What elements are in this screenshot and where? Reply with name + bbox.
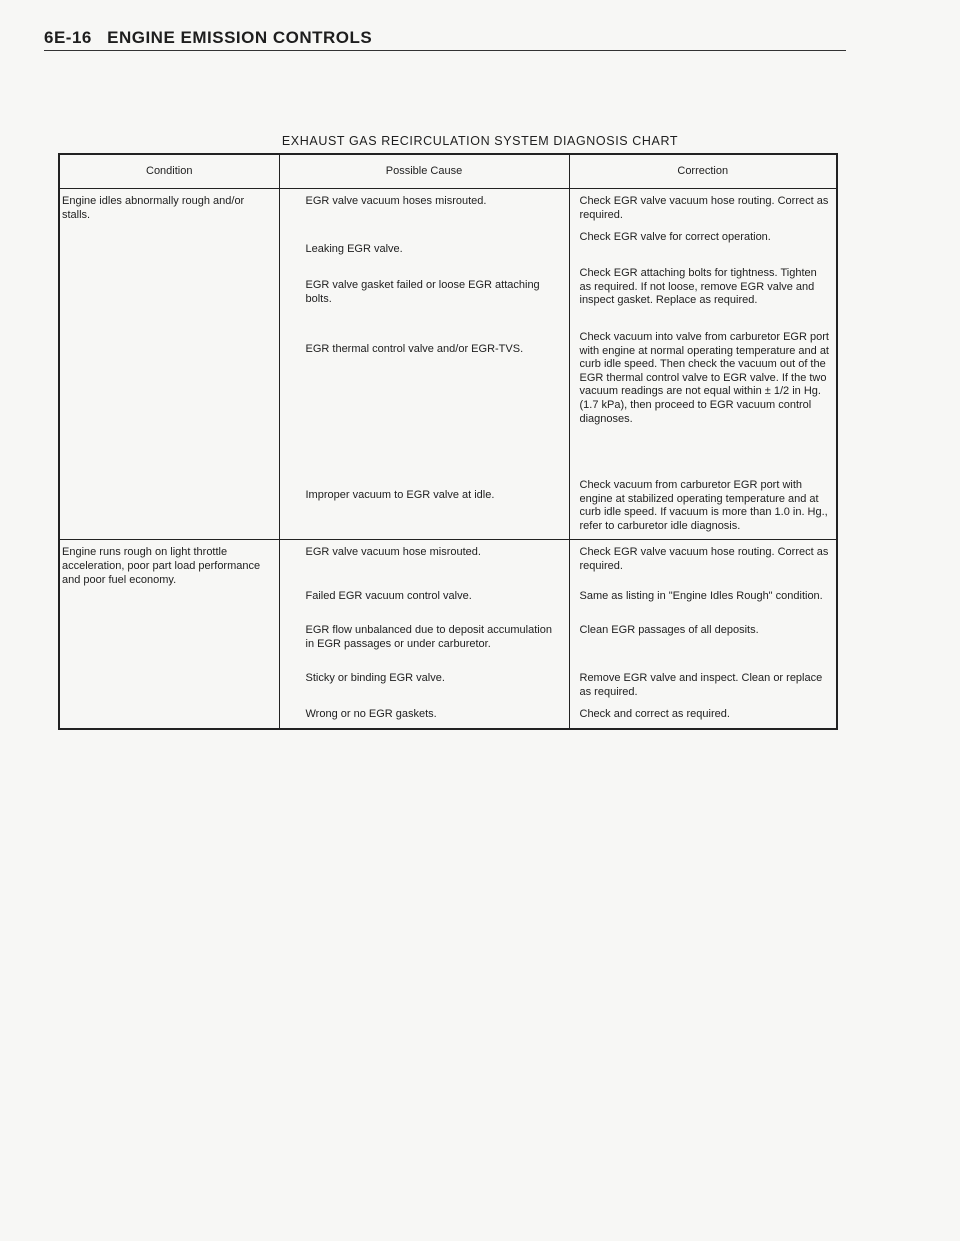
correction-cell (569, 189, 837, 540)
header-divider (44, 50, 846, 51)
condition-cell (59, 189, 279, 540)
correction-entry: Clean EGR passages of all deposits. (579, 624, 759, 637)
condition-text: Engine runs rough on light throttle acceleration, poor part load performance and poor fuel economy. (62, 546, 261, 586)
correction-entry: Check EGR valve vacuum hose routing. Correct as required. (579, 546, 829, 572)
cause-entry: Wrong or no EGR gaskets. (305, 708, 437, 721)
cause-entry: EGR thermal control valve and/or EGR-TVS. (305, 343, 524, 355)
cause-entry: Sticky or binding EGR valve. (305, 672, 445, 685)
correction-cell (569, 540, 837, 729)
column-header-condition: Condition (59, 154, 279, 189)
cause-entry: Leaking EGR valve. (305, 243, 403, 255)
correction-entry: Check EGR valve for correct operation. (579, 231, 771, 243)
correction-entry: Same as listing in "Engine Idles Rough" condition. (579, 590, 823, 603)
correction-entry: Check vacuum into valve from carburetor EGR port with engine at normal operating temperature and at curb idle speed. Then check the vacuum out of the EGR thermal control valve to EGR valve. If the two vacuum readings are not equal within ± 1/2 in Hg. (1.7 kPa), then proceed to EGR vacuum control diagnoses. (579, 331, 829, 425)
cause-entry: Improper vacuum to EGR valve at idle. (305, 489, 495, 501)
correction-entry: Check EGR attaching bolts for tightness. Tighten as required. If not loose, remove EGR valve and inspect gasket. Replace as required. (579, 267, 817, 307)
table-row (59, 540, 837, 729)
correction-entry: Check and correct as required. (579, 708, 730, 721)
cause-entry: Failed EGR vacuum control valve. (305, 590, 472, 603)
page-header (44, 28, 372, 48)
chart-title: EXHAUST GAS RECIRCULATION SYSTEM DIAGNOSIS CHART (281, 134, 679, 148)
correction-entry: Check vacuum from carburetor EGR port with engine at stabilized operating temperature and at curb idle speed. If vacuum is more than 1.0 in. Hg., refer to carburetor idle diagnosis. (579, 479, 828, 532)
column-header-possible-cause: Possible Cause (279, 154, 569, 189)
condition-text: Engine idles abnormally rough and/or stalls. (62, 195, 245, 221)
correction-entry: Remove EGR valve and inspect. Clean or replace as required. (579, 672, 823, 698)
cause-entry: EGR valve vacuum hoses misrouted. (305, 195, 487, 207)
column-header-correction: Correction (569, 154, 837, 189)
diagnosis-table (58, 153, 838, 730)
cause-cell (279, 189, 569, 540)
cause-cell (279, 540, 569, 729)
table-header-row (59, 154, 837, 189)
cause-entry: EGR flow unbalanced due to deposit accumulation in EGR passages or under carburetor. (305, 624, 552, 650)
correction-entry: Check EGR valve vacuum hose routing. Correct as required. (579, 195, 829, 221)
table-row (59, 189, 837, 540)
cause-entry: EGR valve gasket failed or loose EGR attaching bolts. (305, 279, 540, 305)
condition-cell (59, 540, 279, 729)
section-title: ENGINE EMISSION CONTROLS (107, 28, 373, 47)
cause-entry: EGR valve vacuum hose misrouted. (305, 546, 481, 559)
section-number: 6E-16 (44, 28, 92, 47)
